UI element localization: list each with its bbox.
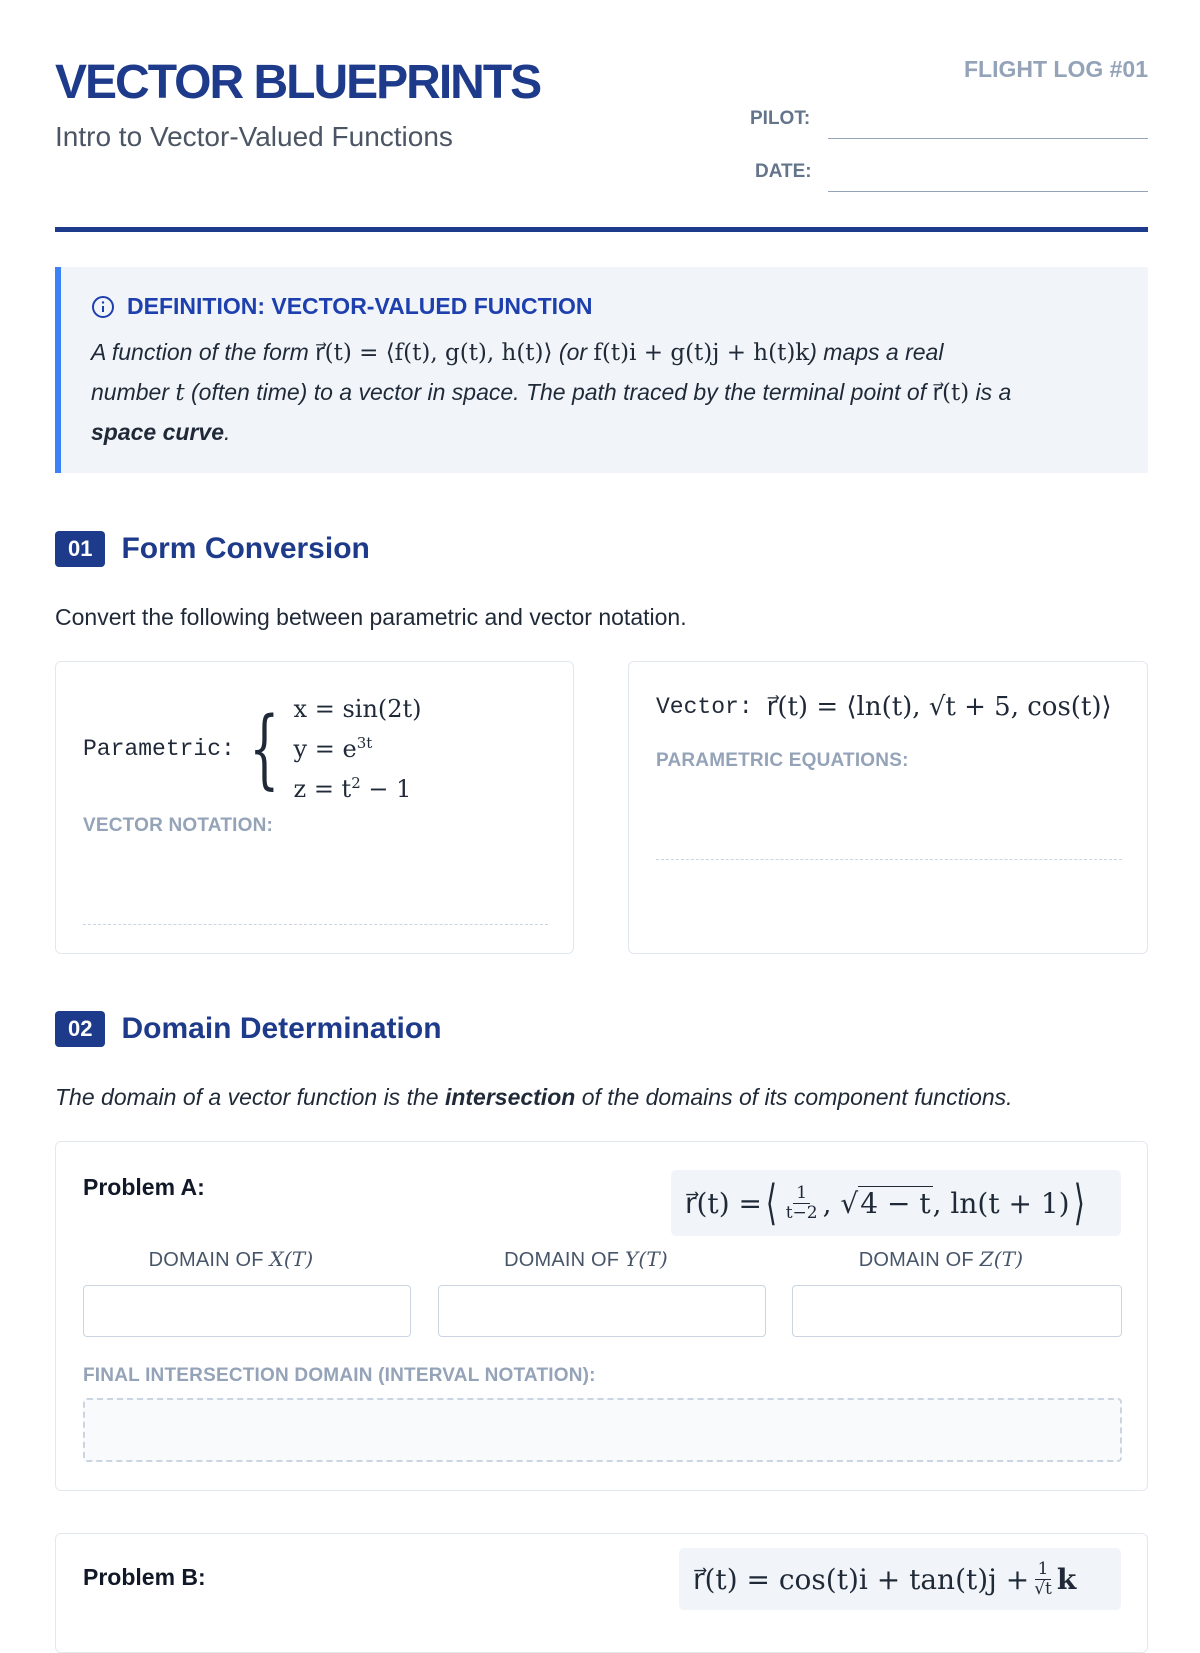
- definition-text-part: ) maps a real: [809, 339, 944, 365]
- page-title: VECTOR BLUEPRINTS: [55, 56, 541, 109]
- section-number-badge: 01: [55, 531, 105, 567]
- equation-z-base: z = t: [293, 775, 352, 803]
- definition-text-part: A function of the form: [91, 339, 316, 365]
- equation-z-rest: − 1: [360, 775, 412, 803]
- page-subtitle: Intro to Vector-Valued Functions: [55, 121, 453, 152]
- formula-end: k: [1056, 1562, 1077, 1596]
- domain-z-input[interactable]: [792, 1285, 1122, 1337]
- header: [55, 0, 1148, 232]
- section-description: Convert the following between parametric and vector notation.: [55, 604, 687, 630]
- section-number-badge: 02: [55, 1011, 105, 1047]
- brace-symbol: {: [249, 699, 280, 799]
- definition-text-part: number: [91, 379, 176, 405]
- parametric-equations-label: PARAMETRIC EQUATIONS:: [656, 750, 909, 771]
- fraction-numerator: 1: [793, 1184, 810, 1204]
- final-domain-label: FINAL INTERSECTION DOMAIN (INTERVAL NOTATION):: [83, 1365, 596, 1386]
- date-label: DATE:: [755, 161, 812, 182]
- equation-y-exponent: 3t: [356, 734, 373, 752]
- equation-y: [294, 726, 422, 766]
- equation-z: [294, 766, 422, 806]
- description-emphasis: intersection: [444, 1084, 576, 1110]
- domain-y-input[interactable]: [438, 1285, 766, 1337]
- sqrt-radicand: 4 − t: [860, 1187, 931, 1220]
- equation-z-exponent: 2: [351, 774, 361, 792]
- fraction-numerator: 1: [1035, 1560, 1052, 1580]
- comma: , √: [822, 1186, 859, 1220]
- domain-label-text: DOMAIN OF: [148, 1249, 270, 1271]
- domain-y-label: [421, 1247, 751, 1272]
- problem-b-label: Problem B:: [83, 1564, 206, 1590]
- equation-system: [294, 692, 422, 806]
- definition-text-part: (or: [552, 339, 594, 365]
- domain-label-text: DOMAIN OF: [504, 1249, 625, 1271]
- vector-formula: r⃗(t) = ⟨ln(t), √t + 5, cos(t)⟩: [766, 692, 1112, 722]
- domain-label-text: DOMAIN OF: [858, 1249, 980, 1271]
- definition-formula-ijk: f(t)i + g(t)j + h(t)k: [593, 340, 810, 366]
- vector-card: [628, 661, 1148, 954]
- fraction: [783, 1184, 821, 1223]
- worksheet-page: [55, 0, 1148, 1599]
- info-icon: [91, 295, 115, 319]
- problem-a-label: Problem A:: [83, 1174, 205, 1200]
- problem-a-card: [55, 1141, 1148, 1491]
- fraction-denominator: √t: [1034, 1578, 1052, 1599]
- domain-variable: Y(T): [624, 1247, 668, 1271]
- vector-prefix: Vector:: [656, 694, 753, 720]
- left-angle-bracket: ⟨: [765, 1175, 777, 1231]
- section-02-heading: [55, 1011, 442, 1047]
- problem-b-card: [55, 1533, 1148, 1653]
- definition-title: DEFINITION: VECTOR-VALUED FUNCTION: [127, 293, 593, 319]
- definition-text-part: is a: [969, 379, 1012, 405]
- pilot-field[interactable]: [828, 137, 1148, 139]
- description-part: The domain of a vector function is the: [55, 1084, 445, 1110]
- domain-variable: Z(T): [979, 1247, 1024, 1271]
- parametric-card: [55, 661, 574, 954]
- definition-formula-r: r⃗(t): [932, 380, 970, 406]
- domain-x-label: [66, 1247, 396, 1272]
- description-part: of the domains of its component functions.: [575, 1084, 1013, 1110]
- definition-heading: [91, 293, 593, 320]
- domain-x-input[interactable]: [83, 1285, 411, 1337]
- domain-variable: X(T): [269, 1247, 314, 1271]
- flight-log-number: FLIGHT LOG #01: [963, 56, 1148, 82]
- parametric-answer-line[interactable]: [656, 858, 1122, 860]
- section-01-heading: [55, 531, 370, 567]
- formula-end: , ln(t + 1): [932, 1186, 1070, 1220]
- equation-y-base: y = e: [293, 735, 357, 763]
- definition-term: space curve: [91, 419, 224, 445]
- pilot-label: PILOT:: [750, 108, 811, 129]
- vector-notation-label: VECTOR NOTATION:: [83, 815, 274, 836]
- parametric-equations: [83, 692, 422, 806]
- problem-b-formula: [679, 1548, 1121, 1610]
- equation-x: x = sin(2t): [293, 695, 422, 723]
- definition-text-part: .: [223, 419, 231, 445]
- right-angle-bracket: ⟩: [1073, 1175, 1085, 1231]
- section-title: Domain Determination: [121, 1012, 442, 1045]
- fraction-denominator: t−2: [785, 1202, 818, 1223]
- vector-expression: [656, 692, 1112, 722]
- section-title: Form Conversion: [121, 532, 370, 565]
- domain-z-label: [776, 1247, 1106, 1272]
- formula-start: r⃗(t) = cos(t)i + tan(t)j +: [693, 1562, 1030, 1596]
- section-description: [55, 1084, 1013, 1111]
- vector-notation-answer-line[interactable]: [83, 923, 548, 925]
- definition-text: [91, 333, 1111, 452]
- definition-formula: r⃗(t) = ⟨f(t), g(t), h(t)⟩: [315, 340, 553, 366]
- problem-a-formula: [671, 1170, 1121, 1236]
- final-domain-input[interactable]: [83, 1398, 1122, 1462]
- date-field[interactable]: [828, 190, 1148, 192]
- formula-start: r⃗(t) =: [685, 1186, 762, 1220]
- parametric-prefix: Parametric:: [83, 736, 235, 762]
- definition-variable-t: t: [175, 380, 185, 406]
- definition-text-part: (often time) to a vector in space. The path traced by the terminal point of: [184, 379, 933, 405]
- definition-callout: [55, 267, 1148, 473]
- fraction: [1031, 1560, 1055, 1599]
